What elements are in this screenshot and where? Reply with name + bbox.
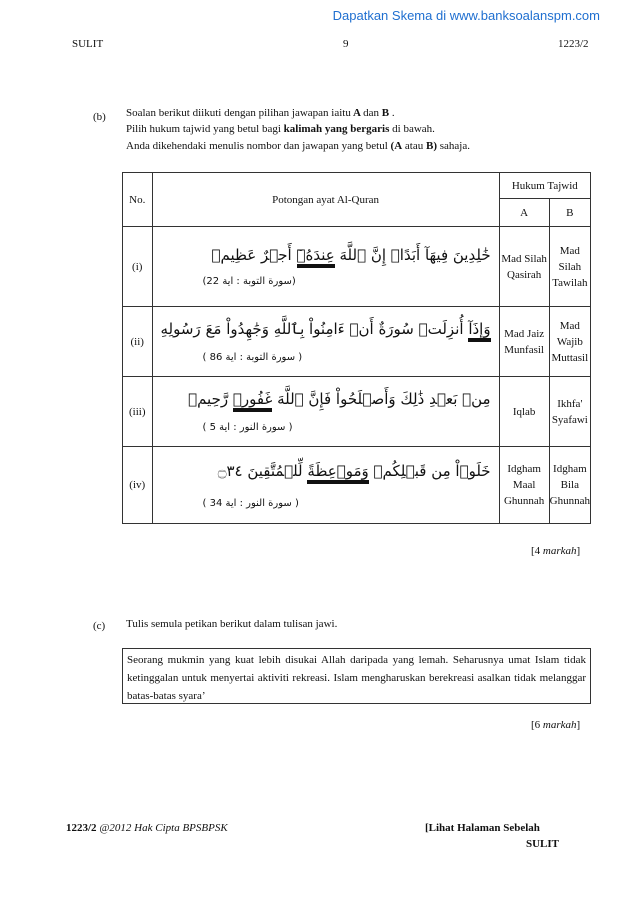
footer-next-page: [Lihat Halaman Sebelah: [425, 822, 540, 834]
answer-b: Mad Silah Tawilah: [549, 227, 590, 307]
ayat-part: رَّحِيمٞ: [188, 390, 233, 408]
footer-code: 1223/2: [66, 822, 97, 834]
footer-sulit: SULIT: [526, 838, 560, 850]
col-a-header: A: [499, 199, 549, 227]
jawi-passage-box: Seorang mukmin yang kuat lebih disukai Allah daripada yang lemah. Seharusnya umat Islam tidak ketinggalan untuk menyertai aktiviti rekreasi. Islam mengharuskan berekreasi asalkan tidak melanggar batas-batas syara’: [122, 648, 591, 704]
ayat-part: لِّلۡمُتَّقِينَ ۝٣٤: [217, 461, 308, 480]
markah-c: [6 markah]: [531, 719, 581, 731]
surah-reference: ( سورة النور : اية 34 ): [202, 497, 299, 509]
ayat-text: [153, 320, 499, 338]
ayat-text: [153, 390, 499, 408]
underlined-kalimah: عِندَهُۥٓ: [297, 246, 335, 268]
section-b-line1: [126, 105, 395, 121]
table-row: [123, 377, 591, 447]
ayat-cell: [152, 307, 499, 377]
row-number: (iv): [123, 447, 153, 524]
ayat-part: أُنزِلَتۡ سُورَةٌ أَنۡ ءَامِنُواْ بِٱللَّهِ وَجَٰهِدُواْ مَعَ رَسُولِهِ: [160, 320, 469, 338]
row-number: (i): [123, 227, 153, 307]
ayat-cell: [152, 447, 499, 524]
header-code: 1223/2: [558, 38, 589, 50]
surah-reference: ( سورة التوبة : اية 86 ): [202, 352, 303, 363]
row-number: (iii): [123, 377, 153, 447]
markah-b: [4 markah]: [531, 545, 581, 557]
tajwid-table: [122, 172, 591, 524]
section-b-line3: Anda dikehendaki menulis nombor dan jawapan yang betul (A atau B) sahaja.: [126, 140, 470, 152]
answer-b: Mad Wajib Muttasil: [549, 307, 590, 377]
col-no-header: No.: [123, 173, 153, 227]
answer-a: Iqlab: [499, 377, 549, 447]
ayat-part: مِنۢ بَعۡدِ ذَٰلِكَ وَأَصۡلَحُواْ فَإِنَّ ٱللَّهَ: [272, 390, 491, 408]
ayat-text: [153, 462, 499, 480]
underlined-kalimah: غَفُورٞ: [233, 390, 272, 412]
section-b-line1-text: Soalan berikut diikuti dengan pilihan jawapan iaitu A dan B .: [126, 107, 395, 119]
underlined-kalimah: وَإِذَآ: [468, 320, 490, 342]
page-number: 9: [343, 38, 349, 50]
footer-copyright: [66, 822, 228, 834]
section-b-line2: Pilih hukum tajwid yang betul bagi kalimah yang bergaris di bawah.: [126, 123, 435, 135]
ayat-text: [153, 246, 499, 264]
ayat-cell: [152, 377, 499, 447]
header-sulit: SULIT: [72, 38, 104, 50]
answer-a: Mad Silah Qasirah: [499, 227, 549, 307]
site-banner[interactable]: Dapatkan Skema di www.banksoalanspm.com: [332, 8, 600, 23]
col-ayat-header: Potongan ayat Al-Quran: [152, 173, 499, 227]
surah-reference: (سورة التوبة : اية 22): [202, 276, 296, 287]
answer-b: Ikhfa' Syafawi: [549, 377, 590, 447]
answer-b: Idgham Bila Ghunnah: [549, 447, 590, 524]
section-c-label: (c): [93, 620, 106, 632]
surah-reference: ( سورة النور : اية 5 ): [202, 422, 293, 433]
table-row: [123, 227, 591, 307]
table-row: [123, 447, 591, 524]
section-b-label: (b): [93, 111, 106, 123]
answer-a: Idgham Maal Ghunnah: [499, 447, 549, 524]
answer-a: Mad Jaiz Munfasil: [499, 307, 549, 377]
footer-copyright-text: @2012 Hak Cipta BPSBPSK: [96, 822, 228, 834]
row-number: (ii): [123, 307, 153, 377]
ayat-part: خَٰلِدِينَ فِيهَآ أَبَدًاۚ إِنَّ ٱللَّهَ: [334, 246, 491, 264]
ayat-part: خَلَوۡاْ مِن قَبۡلِكُمۡ: [368, 461, 491, 480]
table-row: [123, 307, 591, 377]
section-c-instruction: Tulis semula petikan berikut dalam tulisan jawi.: [126, 618, 338, 630]
underlined-kalimah: وَمَوۡعِظَةً: [307, 462, 368, 484]
ayat-cell: [152, 227, 499, 307]
ayat-part: أَجۡرٌ عَظِيمٞ: [211, 246, 297, 264]
col-hukum-header: Hukum Tajwid: [499, 173, 590, 199]
col-b-header: B: [549, 199, 590, 227]
